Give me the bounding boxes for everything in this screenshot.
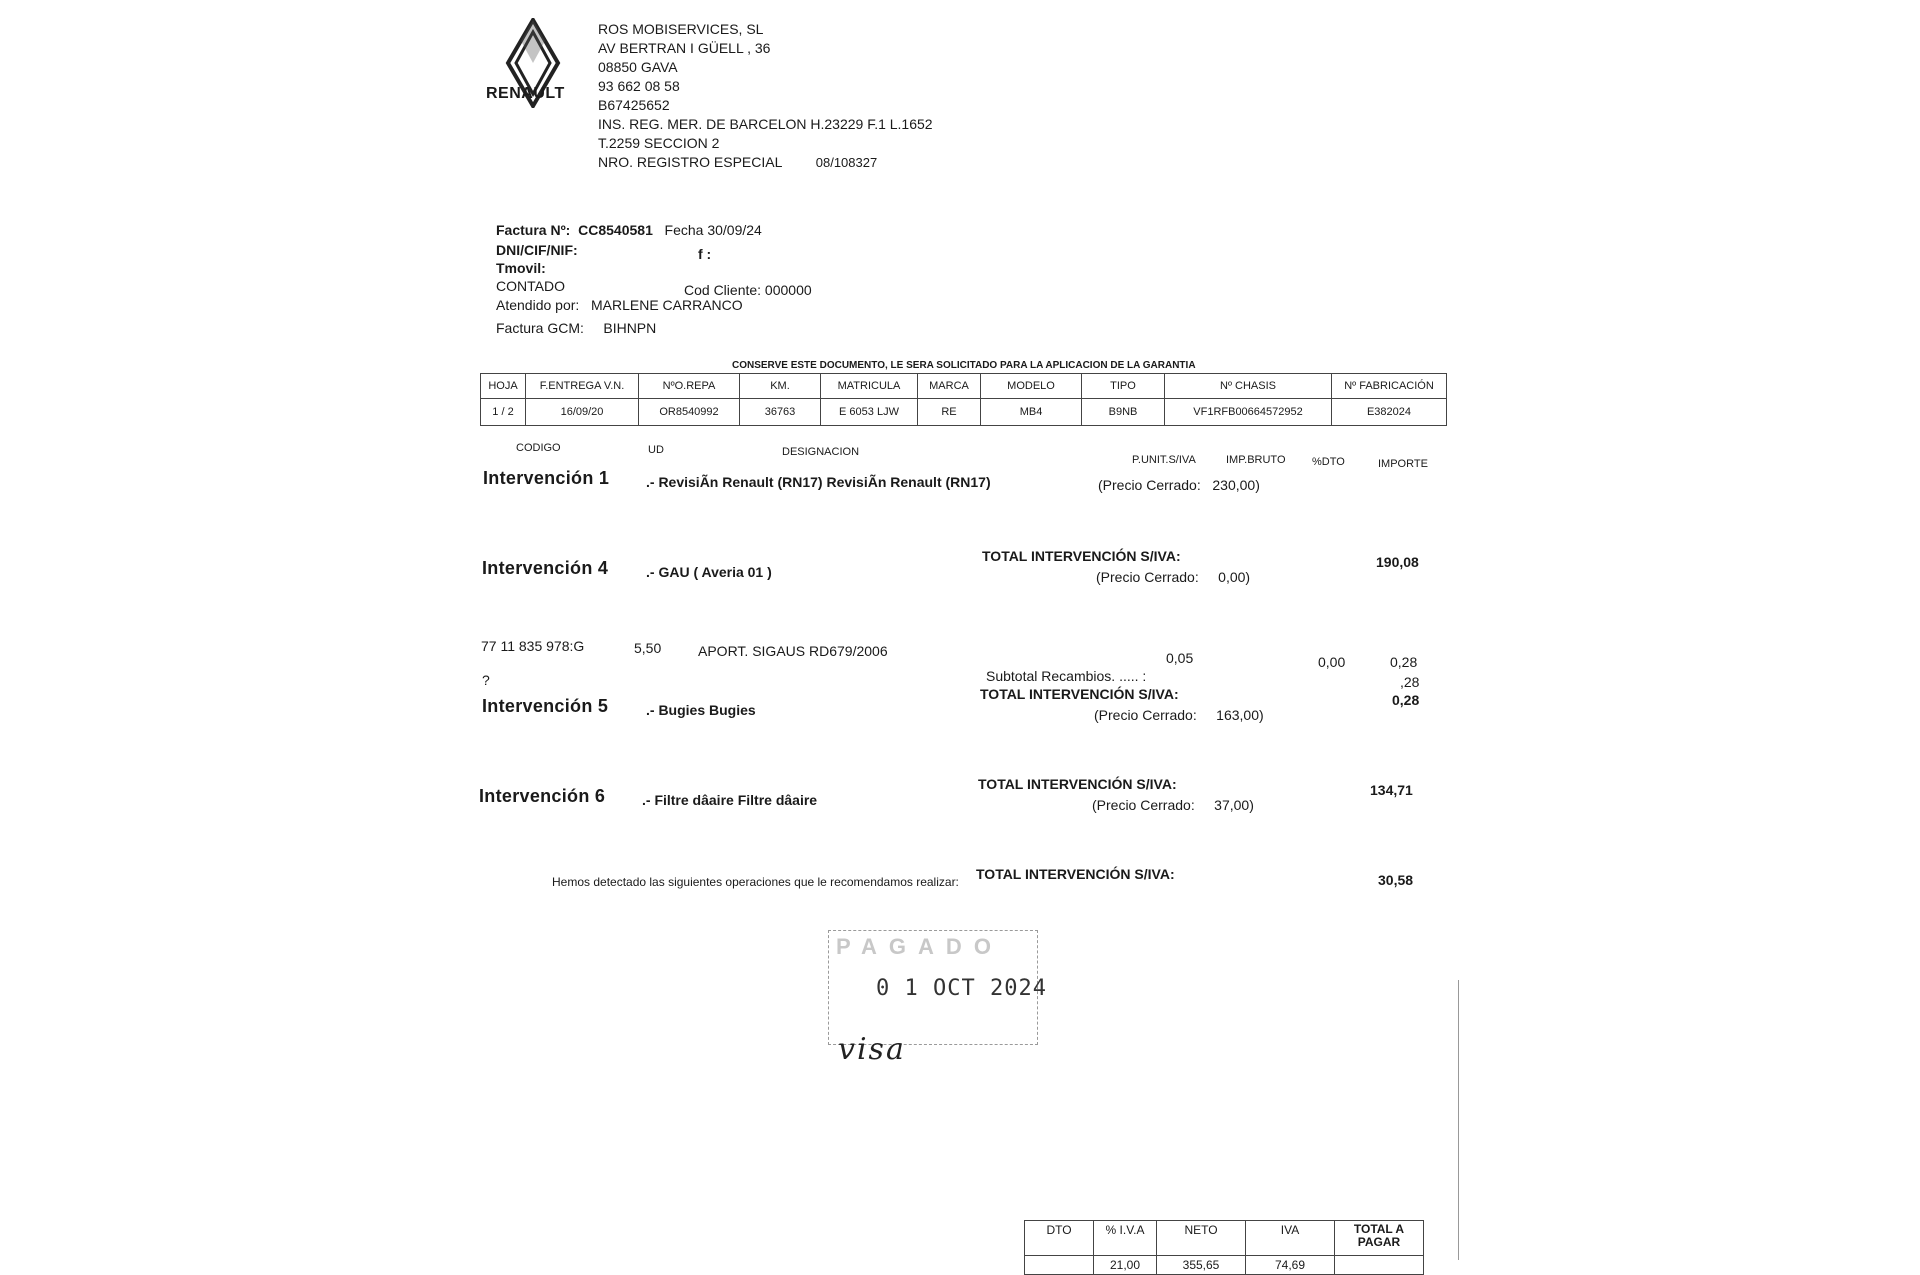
recambio-desc: APORT. SIGAUS RD679/2006 [698,643,888,659]
scan-edge-line [1458,980,1459,1260]
intervention-6-price-value: 37,00) [1214,797,1254,813]
intervention-6-price-label: (Precio Cerrado: [1092,797,1195,813]
intervention-6-title: Intervención 6 [479,786,606,806]
intervention-5-desc: .- Bugies Bugies [646,702,756,718]
company-name: ROS MOBISERVICES, SL [598,21,764,37]
recambio-punit: 0,05 [1166,650,1194,666]
intervention-4-desc: .- GAU ( Averia 01 ) [646,564,772,580]
guarantee-notice: CONSERVE ESTE DOCUMENTO, LE SERA SOLICITADO PARA LA APLICACION DE LA GARANTIA [732,360,1196,371]
summary-val-iva: 74,69 [1246,1256,1335,1275]
total-1-value: 190,08 [1376,554,1419,570]
paid-stamp-label: PAGADO [836,934,1003,959]
intervention-6-desc: .- Filtre dâaire Filtre dâaire [642,792,818,808]
client-code: Cod Cliente: 000000 [684,282,812,298]
intervention-1-price [1098,477,1260,493]
invoice-date: Fecha 30/09/24 [664,222,762,238]
col-dto: %DTO [1312,456,1345,468]
intervention-4-price [1096,569,1250,585]
intervention-1-price-value: 230,00) [1212,477,1260,493]
val-matricula: E 6053 LJW [821,399,918,426]
intervention-4-title: Intervención 4 [482,558,609,578]
brand-name: RENAULT [486,85,565,102]
summary-table [1024,1220,1424,1275]
val-tipo: B9NB [1082,399,1165,426]
paid-stamp-date: 0 1 OCT 2024 [876,976,1047,1001]
intervention-1-price-label: (Precio Cerrado: [1098,477,1201,493]
col-designacion: DESIGNACION [782,446,860,458]
factura-label: Factura Nº: [496,222,571,238]
total-6-label: TOTAL INTERVENCIÓN S/IVA: [976,866,1175,882]
col-nrepa: NºO.REPA [639,374,740,399]
company-cif: B67425652 [598,97,670,113]
val-fabricacion: E382024 [1332,399,1447,426]
summary-val-iva-pct: 21,00 [1094,1256,1157,1275]
intervention-1-title: Intervención 1 [483,468,610,488]
col-km: KM. [740,374,821,399]
total-6-value: 30,58 [1378,872,1414,888]
val-km: 36763 [740,399,821,426]
col-importe: IMPORTE [1378,458,1428,470]
vehicle-table-header [481,374,1447,399]
f-label: f : [698,246,712,262]
col-fentrega: F.ENTREGA V.N. [526,374,639,399]
company-info [598,20,933,172]
col-punit: P.UNIT.S/IVA [1132,454,1196,466]
col-tipo: TIPO [1082,374,1165,399]
intervention-5-price [1094,707,1264,723]
col-hoja: HOJA [481,374,526,399]
intervention-4-price-label: (Precio Cerrado: [1096,569,1199,585]
summary-col-dto: DTO [1025,1221,1094,1256]
gcm-row [496,320,656,336]
total-4-value: 0,28 [1392,692,1420,708]
summary-col-iva: IVA [1246,1221,1335,1256]
intervention-4-price-value: 0,00) [1218,569,1251,585]
summary-col-iva-pct: % I.V.A [1094,1221,1157,1256]
gcm-value: BIHNPN [603,320,657,336]
company-registry2: T.2259 SECCION 2 [598,135,720,151]
recambio-ud: 5,50 [634,640,662,656]
summary-row [1025,1256,1424,1275]
subtotal-value: ,28 [1400,674,1420,690]
intervention-5-price-value: 163,00) [1216,707,1264,723]
val-chasis: VF1RFB00664572952 [1165,399,1332,426]
summary-val-total [1335,1256,1424,1275]
factura-value: CC8540581 [578,222,653,238]
summary-col-neto: NETO [1157,1221,1246,1256]
val-nrepa: OR8540992 [639,399,740,426]
summary-header [1025,1221,1424,1256]
vehicle-table-row [481,399,1447,426]
company-phone: 93 662 08 58 [598,78,680,94]
recommendation-text: Hemos detectado las siguientes operaciones que le recomendamos realizar: [552,875,959,889]
handwritten-signature: visa [838,1032,906,1067]
payment-method: CONTADO [496,278,565,294]
company-registry: INS. REG. MER. DE BARCELON H.23229 F.1 L.1652 [598,116,933,132]
dni-label: DNI/CIF/NIF: [496,242,578,258]
summary-val-dto [1025,1256,1094,1275]
intervention-1-desc: .- RevisiÃn Renault (RN17) RevisiÃn Renault (RN17) [646,474,991,490]
total-5-label: TOTAL INTERVENCIÓN S/IVA: [978,776,1177,792]
invoice-number-row [496,222,762,238]
col-modelo: MODELO [981,374,1082,399]
col-marca: MARCA [918,374,981,399]
gcm-label: Factura GCM: [496,320,584,336]
subtotal-label: Subtotal Recambios. ..... : [986,668,1147,684]
summary-col-total: TOTAL A PAGAR [1335,1221,1424,1256]
val-hoja: 1 / 2 [481,399,526,426]
total-1-label: TOTAL INTERVENCIÓN S/IVA: [982,548,1181,564]
val-fentrega: 16/09/20 [526,399,639,426]
special-registry-label: NRO. REGISTRO ESPECIAL [598,154,782,170]
col-fabricacion: Nº FABRICACIÓN [1332,374,1447,399]
special-registry-value: 08/108327 [815,155,878,170]
company-postal: 08850 GAVA [598,59,678,75]
recambio-importe: 0,28 [1390,654,1418,670]
question-mark: ? [482,672,490,688]
total-5-value: 134,71 [1370,782,1413,798]
val-modelo: MB4 [981,399,1082,426]
val-marca: RE [918,399,981,426]
company-special-registry [598,153,933,172]
tmovil-label: Tmovil: [496,260,546,276]
col-matricula: MATRICULA [821,374,918,399]
intervention-6-price [1092,797,1254,813]
intervention-5-title: Intervención 5 [482,696,609,716]
attended-row [496,297,743,313]
total-4-label: TOTAL INTERVENCIÓN S/IVA: [980,686,1179,702]
intervention-5-price-label: (Precio Cerrado: [1094,707,1197,723]
col-impbruto: IMP.BRUTO [1226,454,1286,466]
attended-label: Atendido por: [496,297,580,313]
col-ud: UD [648,444,664,456]
col-chasis: Nº CHASIS [1165,374,1332,399]
recambio-codigo: 77 11 835 978:G [481,638,585,654]
col-codigo: CODIGO [516,442,561,454]
attended-value: MARLENE CARRANCO [590,297,743,313]
recambio-dto: 0,00 [1318,654,1346,670]
vehicle-table [480,373,1447,426]
company-address: AV BERTRAN I GÜELL , 36 [598,40,771,56]
summary-val-neto: 355,65 [1157,1256,1246,1275]
